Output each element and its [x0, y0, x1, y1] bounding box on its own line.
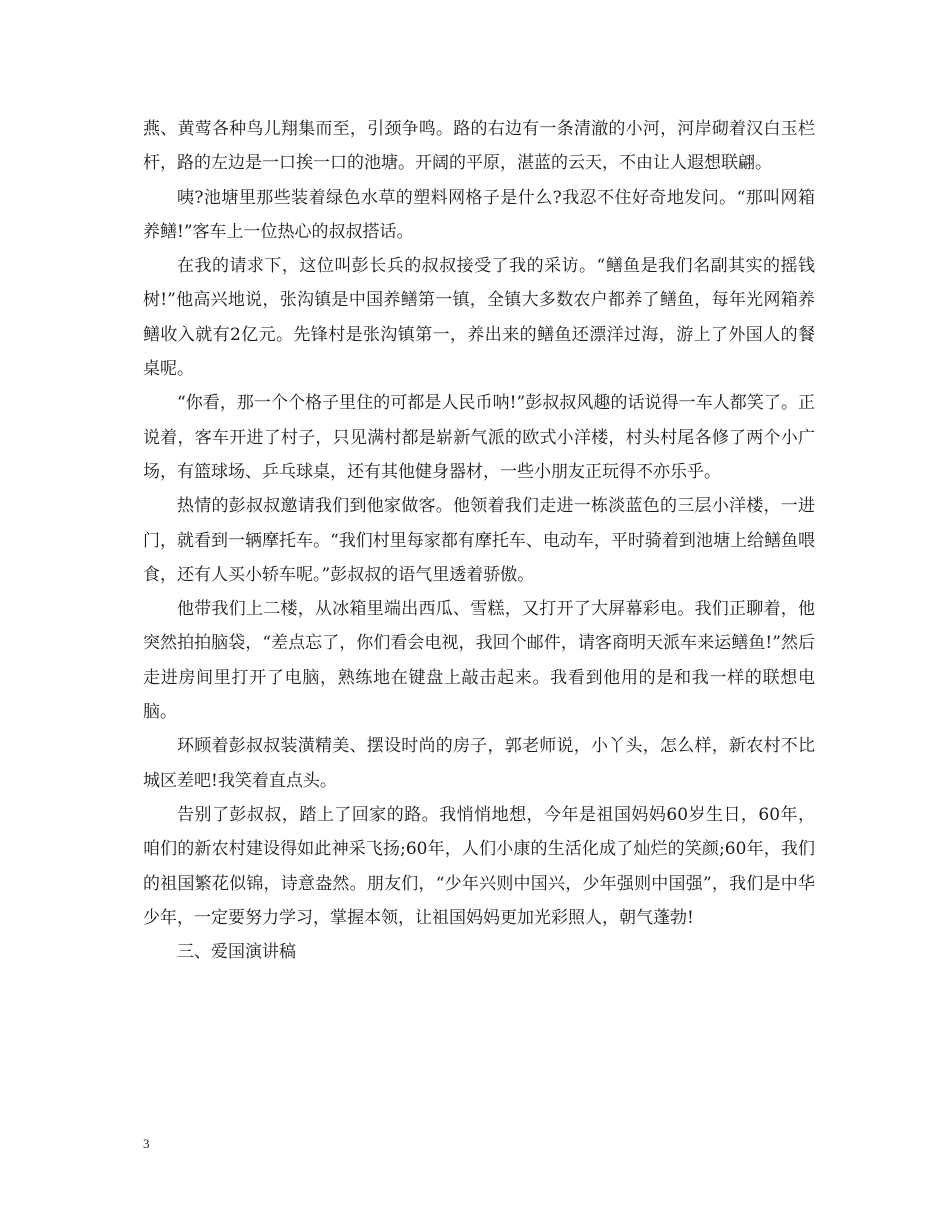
- paragraph: “你看，那一个个格子里住的可都是人民币呐!”彭叔叔风趣的话说得一车人都笑了。正说着，客车开进了村子，只见满村都是崭新气派的欧式小洋楼，村头村尾各修了两个小广场，有篮球场、乒乓球桌，还有其他健身器材，一些小朋友正玩得不亦乐乎。: [143, 393, 815, 482]
- page-number: 3: [143, 1136, 150, 1151]
- paragraph-continuation: 燕、黄莺各种鸟儿翔集而至，引颈争鸣。路的右边有一条清澈的小河，河岸砌着汉白玉栏杆，路的左边是一口挨一口的池塘。开阔的平原，湛蓝的云天，不由让人遐想联翩。: [143, 119, 815, 174]
- paragraph: 咦?池塘里那些装着绿色水草的塑料网格子是什么?我忍不住好奇地发问。“那叫网箱养鳝!”客车上一位热心的叔叔搭话。: [143, 187, 815, 242]
- paragraph: 他带我们上二楼，从冰箱里端出西瓜、雪糕，又打开了大屏幕彩电。我们正聊着，他突然拍拍脑袋，“差点忘了，你们看会电视，我回个邮件，请客商明天派车来运鳝鱼!”然后走进房间里打开了电脑，熟练地在键盘上敲击起来。我看到他用的是和我一样的联想电脑。: [143, 599, 815, 723]
- paragraph: 环顾着彭叔叔装潢精美、摆设时尚的房子，郭老师说，小丫头，怎么样，新农村不比城区差吧!我笑着直点头。: [143, 736, 815, 791]
- paragraph: 告别了彭叔叔，踏上了回家的路。我悄悄地想，今年是祖国妈妈60岁生日，60年，咱们的新农村建设得如此神采飞扬;60年，人们小康的生活化成了灿烂的笑颜;60年，我们的祖国繁花似锦，诗意盎然。朋友们，“少年兴则中国兴，少年强则中国强”，我们是中华少年，一定要努力学习，掌握本领，让祖国妈妈更加光彩照人，朝气蓬勃!: [143, 804, 815, 928]
- paragraph: 在我的请求下，这位叫彭长兵的叔叔接受了我的采访。“鳝鱼是我们名副其实的摇钱树!”他高兴地说，张沟镇是中国养鳝第一镇，全镇大多数农户都养了鳝鱼，每年光网箱养鳝收入就有2亿元。先锋村是张沟镇第一，养出来的鳝鱼还漂洋过海，游上了外国人的餐桌呢。: [143, 256, 815, 380]
- paragraph: 热情的彭叔叔邀请我们到他家做客。他领着我们走进一栋淡蓝色的三层小洋楼，一进门，就看到一辆摩托车。“我们村里每家都有摩托车、电动车，平时骑着到池塘上给鳝鱼喂食，还有人买小轿车呢。”彭叔叔的语气里透着骄傲。: [143, 496, 815, 585]
- document-body: [143, 112, 815, 969]
- section-heading: 三、爱国演讲稿: [177, 942, 296, 963]
